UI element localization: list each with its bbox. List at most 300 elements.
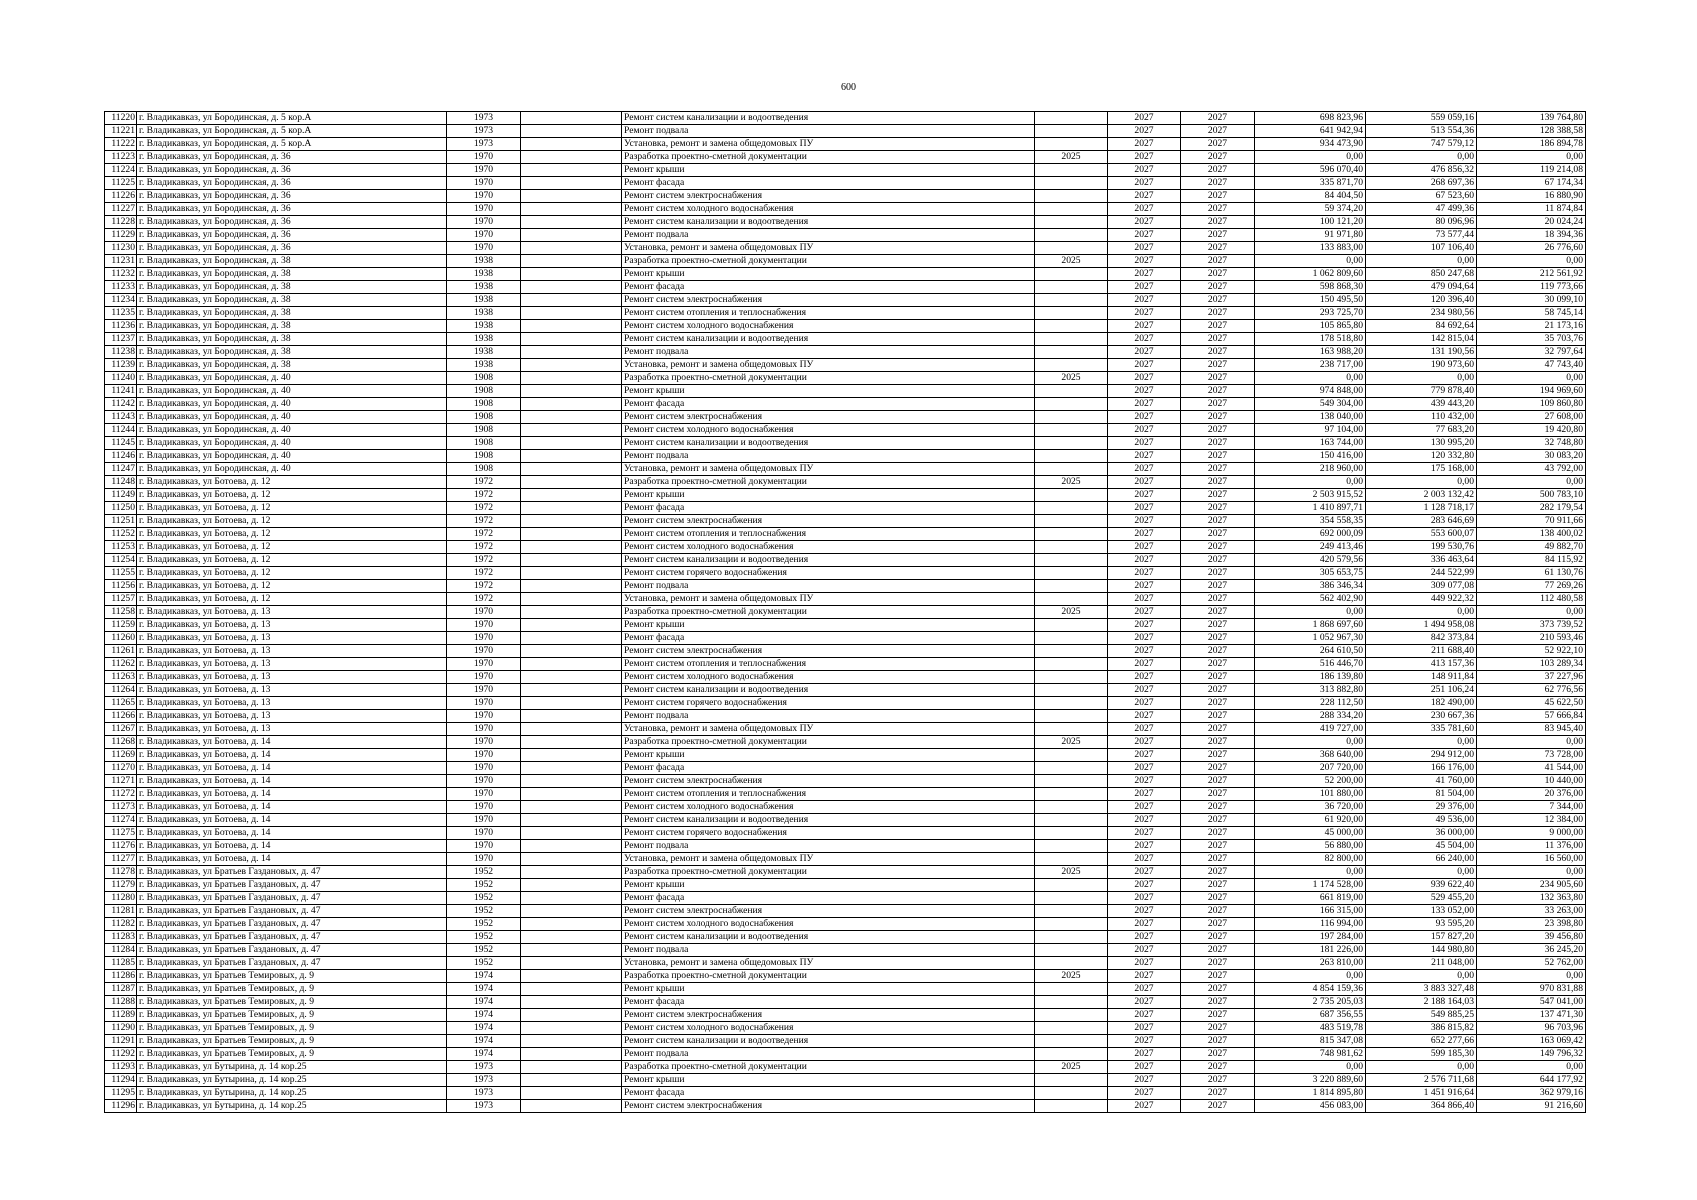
address-cell: г. Владикавказ, ул Братьев Темировых, д. 9 bbox=[137, 983, 447, 996]
plan-end-year-cell: 2027 bbox=[1181, 801, 1255, 814]
owner-cost-cell: 37 227,96 bbox=[1477, 671, 1586, 684]
owner-cost-cell: 137 471,30 bbox=[1477, 1009, 1586, 1022]
row-number-cell: 11269 bbox=[105, 749, 137, 762]
table-row bbox=[105, 424, 1586, 437]
build-year-cell: 1952 bbox=[447, 918, 521, 931]
table-row bbox=[105, 775, 1586, 788]
build-year-cell: 1970 bbox=[447, 151, 521, 164]
extra-info-cell bbox=[521, 671, 622, 684]
build-year-cell: 1973 bbox=[447, 1074, 521, 1087]
plan-start-year-cell: 2027 bbox=[1108, 736, 1181, 749]
plan-start-year-cell: 2027 bbox=[1108, 216, 1181, 229]
extra-info-cell bbox=[521, 398, 622, 411]
address-cell: г. Владикавказ, ул Бородинская, д. 40 bbox=[137, 437, 447, 450]
table-row bbox=[105, 957, 1586, 970]
address-cell: г. Владикавказ, ул Бородинская, д. 38 bbox=[137, 320, 447, 333]
build-year-cell: 1973 bbox=[447, 1087, 521, 1100]
plan-start-year-cell: 2027 bbox=[1108, 151, 1181, 164]
work-type-cell: Ремонт систем отопления и теплоснабжения bbox=[622, 307, 1035, 320]
plan-start-year-cell: 2027 bbox=[1108, 931, 1181, 944]
work-type-cell: Установка, ремонт и замена общедомовых ПУ bbox=[622, 593, 1035, 606]
design-year-cell bbox=[1035, 164, 1108, 177]
extra-info-cell bbox=[521, 437, 622, 450]
extra-info-cell bbox=[521, 294, 622, 307]
table-row bbox=[105, 697, 1586, 710]
owner-cost-cell: 119 214,08 bbox=[1477, 164, 1586, 177]
row-number-cell: 11283 bbox=[105, 931, 137, 944]
table-row bbox=[105, 242, 1586, 255]
extra-info-cell bbox=[521, 723, 622, 736]
build-year-cell: 1970 bbox=[447, 632, 521, 645]
owner-cost-cell: 52 922,10 bbox=[1477, 645, 1586, 658]
design-year-cell bbox=[1035, 957, 1108, 970]
fund-cost-cell: 93 595,20 bbox=[1366, 918, 1477, 931]
owner-cost-cell: 30 083,20 bbox=[1477, 450, 1586, 463]
owner-cost-cell: 20 376,00 bbox=[1477, 788, 1586, 801]
plan-end-year-cell: 2027 bbox=[1181, 944, 1255, 957]
table-row bbox=[105, 164, 1586, 177]
build-year-cell: 1970 bbox=[447, 710, 521, 723]
design-year-cell bbox=[1035, 450, 1108, 463]
owner-cost-cell: 39 456,80 bbox=[1477, 931, 1586, 944]
row-number-cell: 11243 bbox=[105, 411, 137, 424]
owner-cost-cell: 20 024,24 bbox=[1477, 216, 1586, 229]
work-type-cell: Ремонт систем холодного водоснабжения bbox=[622, 671, 1035, 684]
total-cost-cell: 84 404,50 bbox=[1255, 190, 1366, 203]
plan-start-year-cell: 2027 bbox=[1108, 463, 1181, 476]
work-type-cell: Ремонт систем отопления и теплоснабжения bbox=[622, 528, 1035, 541]
row-number-cell: 11294 bbox=[105, 1074, 137, 1087]
plan-end-year-cell: 2027 bbox=[1181, 450, 1255, 463]
row-number-cell: 11231 bbox=[105, 255, 137, 268]
plan-end-year-cell: 2027 bbox=[1181, 879, 1255, 892]
owner-cost-cell: 9 000,00 bbox=[1477, 827, 1586, 840]
fund-cost-cell: 120 396,40 bbox=[1366, 294, 1477, 307]
total-cost-cell: 181 226,00 bbox=[1255, 944, 1366, 957]
design-year-cell bbox=[1035, 398, 1108, 411]
extra-info-cell bbox=[521, 983, 622, 996]
plan-start-year-cell: 2027 bbox=[1108, 775, 1181, 788]
table-row bbox=[105, 606, 1586, 619]
address-cell: г. Владикавказ, ул Бородинская, д. 40 bbox=[137, 398, 447, 411]
plan-start-year-cell: 2027 bbox=[1108, 918, 1181, 931]
design-year-cell bbox=[1035, 918, 1108, 931]
work-type-cell: Ремонт систем отопления и теплоснабжения bbox=[622, 658, 1035, 671]
plan-start-year-cell: 2027 bbox=[1108, 970, 1181, 983]
work-type-cell: Ремонт систем электроснабжения bbox=[622, 411, 1035, 424]
build-year-cell: 1970 bbox=[447, 190, 521, 203]
total-cost-cell: 0,00 bbox=[1255, 866, 1366, 879]
design-year-cell bbox=[1035, 996, 1108, 1009]
table-row bbox=[105, 931, 1586, 944]
plan-start-year-cell: 2027 bbox=[1108, 619, 1181, 632]
work-type-cell: Установка, ремонт и замена общедомовых ПУ bbox=[622, 463, 1035, 476]
plan-start-year-cell: 2027 bbox=[1108, 190, 1181, 203]
total-cost-cell: 1 052 967,30 bbox=[1255, 632, 1366, 645]
plan-end-year-cell: 2027 bbox=[1181, 866, 1255, 879]
address-cell: г. Владикавказ, ул Ботоева, д. 13 bbox=[137, 645, 447, 658]
fund-cost-cell: 45 504,00 bbox=[1366, 840, 1477, 853]
design-year-cell bbox=[1035, 593, 1108, 606]
plan-end-year-cell: 2027 bbox=[1181, 138, 1255, 151]
fund-cost-cell: 80 096,96 bbox=[1366, 216, 1477, 229]
owner-cost-cell: 77 269,26 bbox=[1477, 580, 1586, 593]
design-year-cell bbox=[1035, 619, 1108, 632]
plan-end-year-cell: 2027 bbox=[1181, 658, 1255, 671]
address-cell: г. Владикавказ, ул Ботоева, д. 14 bbox=[137, 853, 447, 866]
address-cell: г. Владикавказ, ул Бородинская, д. 5 кор.А bbox=[137, 112, 447, 125]
address-cell: г. Владикавказ, ул Бородинская, д. 38 bbox=[137, 294, 447, 307]
design-year-cell bbox=[1035, 437, 1108, 450]
build-year-cell: 1974 bbox=[447, 970, 521, 983]
extra-info-cell bbox=[521, 840, 622, 853]
plan-start-year-cell: 2027 bbox=[1108, 1035, 1181, 1048]
row-number-cell: 11252 bbox=[105, 528, 137, 541]
address-cell: г. Владикавказ, ул Ботоева, д. 13 bbox=[137, 723, 447, 736]
owner-cost-cell: 11 874,84 bbox=[1477, 203, 1586, 216]
fund-cost-cell: 0,00 bbox=[1366, 476, 1477, 489]
address-cell: г. Владикавказ, ул Бородинская, д. 38 bbox=[137, 255, 447, 268]
extra-info-cell bbox=[521, 203, 622, 216]
address-cell: г. Владикавказ, ул Ботоева, д. 13 bbox=[137, 632, 447, 645]
fund-cost-cell: 0,00 bbox=[1366, 372, 1477, 385]
row-number-cell: 11296 bbox=[105, 1100, 137, 1113]
work-type-cell: Установка, ремонт и замена общедомовых ПУ bbox=[622, 359, 1035, 372]
work-type-cell: Ремонт подвала bbox=[622, 944, 1035, 957]
row-number-cell: 11247 bbox=[105, 463, 137, 476]
fund-cost-cell: 133 052,00 bbox=[1366, 905, 1477, 918]
build-year-cell: 1970 bbox=[447, 658, 521, 671]
design-year-cell bbox=[1035, 489, 1108, 502]
plan-end-year-cell: 2027 bbox=[1181, 1009, 1255, 1022]
fund-cost-cell: 244 522,99 bbox=[1366, 567, 1477, 580]
total-cost-cell: 1 814 895,80 bbox=[1255, 1087, 1366, 1100]
extra-info-cell bbox=[521, 307, 622, 320]
owner-cost-cell: 138 400,02 bbox=[1477, 528, 1586, 541]
design-year-cell bbox=[1035, 1009, 1108, 1022]
work-type-cell: Ремонт систем холодного водоснабжения bbox=[622, 541, 1035, 554]
owner-cost-cell: 139 764,80 bbox=[1477, 112, 1586, 125]
owner-cost-cell: 112 480,58 bbox=[1477, 593, 1586, 606]
design-year-cell bbox=[1035, 281, 1108, 294]
design-year-cell bbox=[1035, 684, 1108, 697]
work-type-cell: Ремонт систем электроснабжения bbox=[622, 294, 1035, 307]
design-year-cell bbox=[1035, 1022, 1108, 1035]
work-type-cell: Разработка проектно-сметной документации bbox=[622, 1061, 1035, 1074]
plan-start-year-cell: 2027 bbox=[1108, 372, 1181, 385]
fund-cost-cell: 1 494 958,08 bbox=[1366, 619, 1477, 632]
address-cell: г. Владикавказ, ул Бородинская, д. 36 bbox=[137, 164, 447, 177]
plan-start-year-cell: 2027 bbox=[1108, 645, 1181, 658]
plan-end-year-cell: 2027 bbox=[1181, 918, 1255, 931]
design-year-cell bbox=[1035, 463, 1108, 476]
design-year-cell bbox=[1035, 268, 1108, 281]
owner-cost-cell: 35 703,76 bbox=[1477, 333, 1586, 346]
plan-start-year-cell: 2027 bbox=[1108, 1022, 1181, 1035]
owner-cost-cell: 52 762,00 bbox=[1477, 957, 1586, 970]
fund-cost-cell: 413 157,36 bbox=[1366, 658, 1477, 671]
plan-end-year-cell: 2027 bbox=[1181, 580, 1255, 593]
design-year-cell bbox=[1035, 788, 1108, 801]
plan-start-year-cell: 2027 bbox=[1108, 1087, 1181, 1100]
fund-cost-cell: 175 168,00 bbox=[1366, 463, 1477, 476]
design-year-cell bbox=[1035, 801, 1108, 814]
design-year-cell bbox=[1035, 112, 1108, 125]
plan-end-year-cell: 2027 bbox=[1181, 632, 1255, 645]
plan-end-year-cell: 2027 bbox=[1181, 489, 1255, 502]
fund-cost-cell: 0,00 bbox=[1366, 606, 1477, 619]
row-number-cell: 11240 bbox=[105, 372, 137, 385]
build-year-cell: 1970 bbox=[447, 164, 521, 177]
extra-info-cell bbox=[521, 229, 622, 242]
total-cost-cell: 698 823,96 bbox=[1255, 112, 1366, 125]
address-cell: г. Владикавказ, ул Бородинская, д. 38 bbox=[137, 268, 447, 281]
extra-info-cell bbox=[521, 931, 622, 944]
fund-cost-cell: 0,00 bbox=[1366, 1061, 1477, 1074]
plan-start-year-cell: 2027 bbox=[1108, 1048, 1181, 1061]
plan-start-year-cell: 2027 bbox=[1108, 749, 1181, 762]
work-type-cell: Ремонт подвала bbox=[622, 1048, 1035, 1061]
design-year-cell bbox=[1035, 229, 1108, 242]
build-year-cell: 1970 bbox=[447, 736, 521, 749]
plan-end-year-cell: 2027 bbox=[1181, 151, 1255, 164]
total-cost-cell: 249 413,46 bbox=[1255, 541, 1366, 554]
table-row bbox=[105, 580, 1586, 593]
fund-cost-cell: 199 530,76 bbox=[1366, 541, 1477, 554]
design-year-cell: 2025 bbox=[1035, 606, 1108, 619]
build-year-cell: 1974 bbox=[447, 1009, 521, 1022]
work-type-cell: Ремонт систем канализации и водоотведения bbox=[622, 684, 1035, 697]
owner-cost-cell: 19 420,80 bbox=[1477, 424, 1586, 437]
table-row bbox=[105, 372, 1586, 385]
plan-start-year-cell: 2027 bbox=[1108, 502, 1181, 515]
extra-info-cell bbox=[521, 749, 622, 762]
extra-info-cell bbox=[521, 879, 622, 892]
build-year-cell: 1908 bbox=[447, 437, 521, 450]
plan-start-year-cell: 2027 bbox=[1108, 112, 1181, 125]
design-year-cell bbox=[1035, 411, 1108, 424]
row-number-cell: 11245 bbox=[105, 437, 137, 450]
table-row bbox=[105, 684, 1586, 697]
row-number-cell: 11254 bbox=[105, 554, 137, 567]
work-type-cell: Ремонт крыши bbox=[622, 879, 1035, 892]
address-cell: г. Владикавказ, ул Ботоева, д. 14 bbox=[137, 801, 447, 814]
build-year-cell: 1970 bbox=[447, 762, 521, 775]
plan-start-year-cell: 2027 bbox=[1108, 281, 1181, 294]
total-cost-cell: 101 880,00 bbox=[1255, 788, 1366, 801]
owner-cost-cell: 45 622,50 bbox=[1477, 697, 1586, 710]
work-type-cell: Ремонт подвала bbox=[622, 125, 1035, 138]
row-number-cell: 11220 bbox=[105, 112, 137, 125]
plan-start-year-cell: 2027 bbox=[1108, 853, 1181, 866]
table-row bbox=[105, 879, 1586, 892]
total-cost-cell: 0,00 bbox=[1255, 372, 1366, 385]
address-cell: г. Владикавказ, ул Братьев Газдановых, д. 47 bbox=[137, 866, 447, 879]
row-number-cell: 11263 bbox=[105, 671, 137, 684]
address-cell: г. Владикавказ, ул Ботоева, д. 12 bbox=[137, 554, 447, 567]
plan-start-year-cell: 2027 bbox=[1108, 1100, 1181, 1113]
owner-cost-cell: 373 739,52 bbox=[1477, 619, 1586, 632]
work-type-cell: Ремонт подвала bbox=[622, 346, 1035, 359]
table-row bbox=[105, 1061, 1586, 1074]
fund-cost-cell: 0,00 bbox=[1366, 255, 1477, 268]
plan-end-year-cell: 2027 bbox=[1181, 684, 1255, 697]
row-number-cell: 11278 bbox=[105, 866, 137, 879]
plan-end-year-cell: 2027 bbox=[1181, 320, 1255, 333]
extra-info-cell bbox=[521, 476, 622, 489]
row-number-cell: 11228 bbox=[105, 216, 137, 229]
extra-info-cell bbox=[521, 541, 622, 554]
plan-start-year-cell: 2027 bbox=[1108, 255, 1181, 268]
row-number-cell: 11241 bbox=[105, 385, 137, 398]
address-cell: г. Владикавказ, ул Ботоева, д. 12 bbox=[137, 580, 447, 593]
total-cost-cell: 456 083,00 bbox=[1255, 1100, 1366, 1113]
owner-cost-cell: 27 608,00 bbox=[1477, 411, 1586, 424]
work-type-cell: Ремонт систем холодного водоснабжения bbox=[622, 918, 1035, 931]
total-cost-cell: 313 882,80 bbox=[1255, 684, 1366, 697]
work-type-cell: Ремонт систем канализации и водоотведения bbox=[622, 554, 1035, 567]
table-row bbox=[105, 359, 1586, 372]
plan-end-year-cell: 2027 bbox=[1181, 814, 1255, 827]
address-cell: г. Владикавказ, ул Бородинская, д. 38 bbox=[137, 333, 447, 346]
build-year-cell: 1938 bbox=[447, 268, 521, 281]
total-cost-cell: 516 446,70 bbox=[1255, 658, 1366, 671]
plan-start-year-cell: 2027 bbox=[1108, 268, 1181, 281]
table-row bbox=[105, 502, 1586, 515]
plan-end-year-cell: 2027 bbox=[1181, 723, 1255, 736]
table-row bbox=[105, 216, 1586, 229]
address-cell: г. Владикавказ, ул Бородинская, д. 36 bbox=[137, 242, 447, 255]
plan-start-year-cell: 2027 bbox=[1108, 398, 1181, 411]
build-year-cell: 1970 bbox=[447, 216, 521, 229]
plan-end-year-cell: 2027 bbox=[1181, 892, 1255, 905]
design-year-cell bbox=[1035, 931, 1108, 944]
owner-cost-cell: 163 069,42 bbox=[1477, 1035, 1586, 1048]
table-row bbox=[105, 970, 1586, 983]
plan-end-year-cell: 2027 bbox=[1181, 671, 1255, 684]
page-number: 600 bbox=[841, 82, 856, 93]
plan-start-year-cell: 2027 bbox=[1108, 541, 1181, 554]
plan-end-year-cell: 2027 bbox=[1181, 1035, 1255, 1048]
row-number-cell: 11264 bbox=[105, 684, 137, 697]
owner-cost-cell: 58 745,14 bbox=[1477, 307, 1586, 320]
row-number-cell: 11226 bbox=[105, 190, 137, 203]
work-type-cell: Ремонт систем отопления и теплоснабжения bbox=[622, 788, 1035, 801]
plan-end-year-cell: 2027 bbox=[1181, 385, 1255, 398]
total-cost-cell: 228 112,50 bbox=[1255, 697, 1366, 710]
plan-end-year-cell: 2027 bbox=[1181, 203, 1255, 216]
fund-cost-cell: 850 247,68 bbox=[1366, 268, 1477, 281]
row-number-cell: 11221 bbox=[105, 125, 137, 138]
total-cost-cell: 36 720,00 bbox=[1255, 801, 1366, 814]
total-cost-cell: 596 070,40 bbox=[1255, 164, 1366, 177]
extra-info-cell bbox=[521, 788, 622, 801]
fund-cost-cell: 66 240,00 bbox=[1366, 853, 1477, 866]
row-number-cell: 11282 bbox=[105, 918, 137, 931]
address-cell: г. Владикавказ, ул Ботоева, д. 12 bbox=[137, 593, 447, 606]
extra-info-cell bbox=[521, 554, 622, 567]
fund-cost-cell: 157 827,20 bbox=[1366, 931, 1477, 944]
table-row bbox=[105, 411, 1586, 424]
work-type-cell: Ремонт фасада bbox=[622, 502, 1035, 515]
build-year-cell: 1952 bbox=[447, 931, 521, 944]
table-row bbox=[105, 671, 1586, 684]
plan-end-year-cell: 2027 bbox=[1181, 853, 1255, 866]
plan-start-year-cell: 2027 bbox=[1108, 593, 1181, 606]
row-number-cell: 11295 bbox=[105, 1087, 137, 1100]
total-cost-cell: 305 653,75 bbox=[1255, 567, 1366, 580]
table-row bbox=[105, 827, 1586, 840]
table-row bbox=[105, 658, 1586, 671]
plan-start-year-cell: 2027 bbox=[1108, 580, 1181, 593]
extra-info-cell bbox=[521, 1061, 622, 1074]
build-year-cell: 1970 bbox=[447, 853, 521, 866]
owner-cost-cell: 0,00 bbox=[1477, 736, 1586, 749]
address-cell: г. Владикавказ, ул Братьев Темировых, д. 9 bbox=[137, 1035, 447, 1048]
fund-cost-cell: 513 554,36 bbox=[1366, 125, 1477, 138]
address-cell: г. Владикавказ, ул Бородинская, д. 40 bbox=[137, 424, 447, 437]
plan-start-year-cell: 2027 bbox=[1108, 229, 1181, 242]
plan-start-year-cell: 2027 bbox=[1108, 827, 1181, 840]
row-number-cell: 11261 bbox=[105, 645, 137, 658]
address-cell: г. Владикавказ, ул Ботоева, д. 13 bbox=[137, 684, 447, 697]
total-cost-cell: 692 000,09 bbox=[1255, 528, 1366, 541]
total-cost-cell: 116 994,00 bbox=[1255, 918, 1366, 931]
design-year-cell bbox=[1035, 879, 1108, 892]
table-row bbox=[105, 151, 1586, 164]
table-row bbox=[105, 1009, 1586, 1022]
work-type-cell: Ремонт систем холодного водоснабжения bbox=[622, 203, 1035, 216]
build-year-cell: 1938 bbox=[447, 333, 521, 346]
table-row bbox=[105, 944, 1586, 957]
row-number-cell: 11255 bbox=[105, 567, 137, 580]
plan-end-year-cell: 2027 bbox=[1181, 164, 1255, 177]
fund-cost-cell: 0,00 bbox=[1366, 970, 1477, 983]
row-number-cell: 11290 bbox=[105, 1022, 137, 1035]
plan-end-year-cell: 2027 bbox=[1181, 645, 1255, 658]
build-year-cell: 1972 bbox=[447, 528, 521, 541]
fund-cost-cell: 251 106,24 bbox=[1366, 684, 1477, 697]
work-type-cell: Разработка проектно-сметной документации bbox=[622, 866, 1035, 879]
plan-start-year-cell: 2027 bbox=[1108, 138, 1181, 151]
owner-cost-cell: 128 388,58 bbox=[1477, 125, 1586, 138]
owner-cost-cell: 103 289,34 bbox=[1477, 658, 1586, 671]
plan-end-year-cell: 2027 bbox=[1181, 762, 1255, 775]
table-row bbox=[105, 554, 1586, 567]
total-cost-cell: 45 000,00 bbox=[1255, 827, 1366, 840]
fund-cost-cell: 190 973,60 bbox=[1366, 359, 1477, 372]
design-year-cell: 2025 bbox=[1035, 1061, 1108, 1074]
table-row bbox=[105, 528, 1586, 541]
address-cell: г. Владикавказ, ул Ботоева, д. 13 bbox=[137, 697, 447, 710]
build-year-cell: 1972 bbox=[447, 489, 521, 502]
address-cell: г. Владикавказ, ул Ботоева, д. 13 bbox=[137, 658, 447, 671]
work-type-cell: Ремонт систем горячего водоснабжения bbox=[622, 827, 1035, 840]
owner-cost-cell: 0,00 bbox=[1477, 1061, 1586, 1074]
table-row bbox=[105, 320, 1586, 333]
plan-start-year-cell: 2027 bbox=[1108, 697, 1181, 710]
address-cell: г. Владикавказ, ул Ботоева, д. 13 bbox=[137, 619, 447, 632]
row-number-cell: 11242 bbox=[105, 398, 137, 411]
owner-cost-cell: 149 796,32 bbox=[1477, 1048, 1586, 1061]
extra-info-cell bbox=[521, 333, 622, 346]
owner-cost-cell: 62 776,56 bbox=[1477, 684, 1586, 697]
plan-end-year-cell: 2027 bbox=[1181, 788, 1255, 801]
build-year-cell: 1952 bbox=[447, 905, 521, 918]
plan-start-year-cell: 2027 bbox=[1108, 840, 1181, 853]
plan-start-year-cell: 2027 bbox=[1108, 320, 1181, 333]
plan-end-year-cell: 2027 bbox=[1181, 372, 1255, 385]
